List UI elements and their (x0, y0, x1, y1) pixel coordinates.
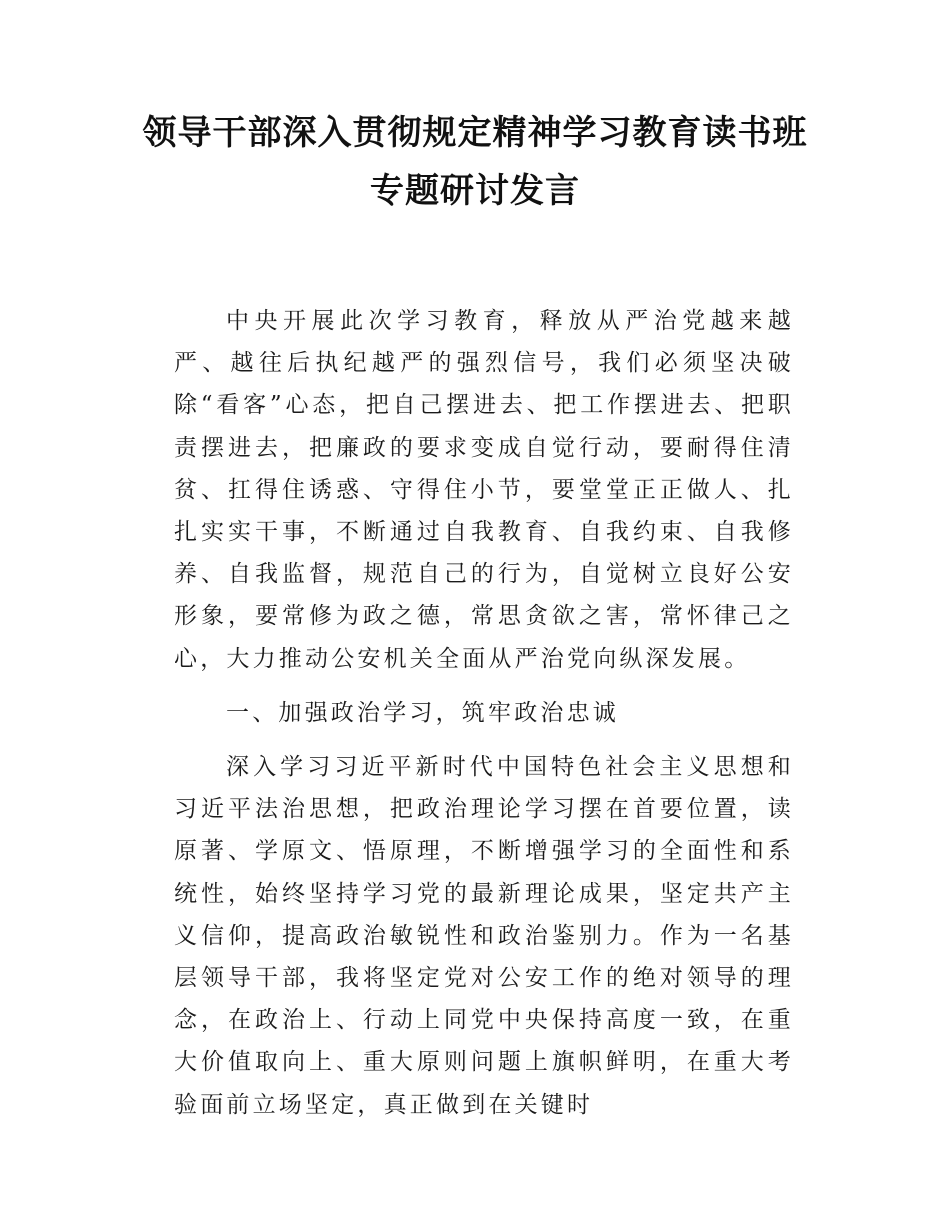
paragraph-section-1: 深入学习习近平新时代中国特色社会主义思想和习近平法治思想，把政治理论学习摆在首要位置，读原著、学原文、悟原理，不断增强学习的全面性和系统性，始终坚持学习党的最新理论成果，坚定共产主义信仰，提高政治敏锐性和政治鉴别力。作为一名基层领导干部，我将坚定党对公安工作的绝对领导的理念，在政治上、行动上同党中央保持高度一致，在重大价值取向上、重大原则问题上旗帜鲜明，在重大考验面前立场坚定，真正做到在关键时 (174, 754, 794, 1118)
section-heading-1: 一、加强政治学习，筑牢政治忠诚 (226, 699, 619, 726)
document-title-line-2: 专题研讨发言 (370, 171, 580, 211)
paragraph-intro: 中央开展此次学习教育，释放从严治党越来越严、越往后执纪越严的强烈信号，我们必须坚决破除“看客”心态，把自己摆进去、把工作摆进去、把职责摆进去，把廉政的要求变成自觉行动，要耐得住清贫、扛得住诱惑、守得住小节，要堂堂正正做人、扎扎实实干事，不断通过自我教育、自我约束、自我修养、自我监督，规范自己的行为，自觉树立良好公安形象，要常修为政之德，常思贪欲之害，常怀律己之心，大力推动公安机关全面从严治党向纵深发展。 (174, 308, 794, 672)
document-title-line-1: 领导干部深入贯彻规定精神学习教育读书班 (142, 113, 808, 153)
document-body (174, 300, 794, 1138)
